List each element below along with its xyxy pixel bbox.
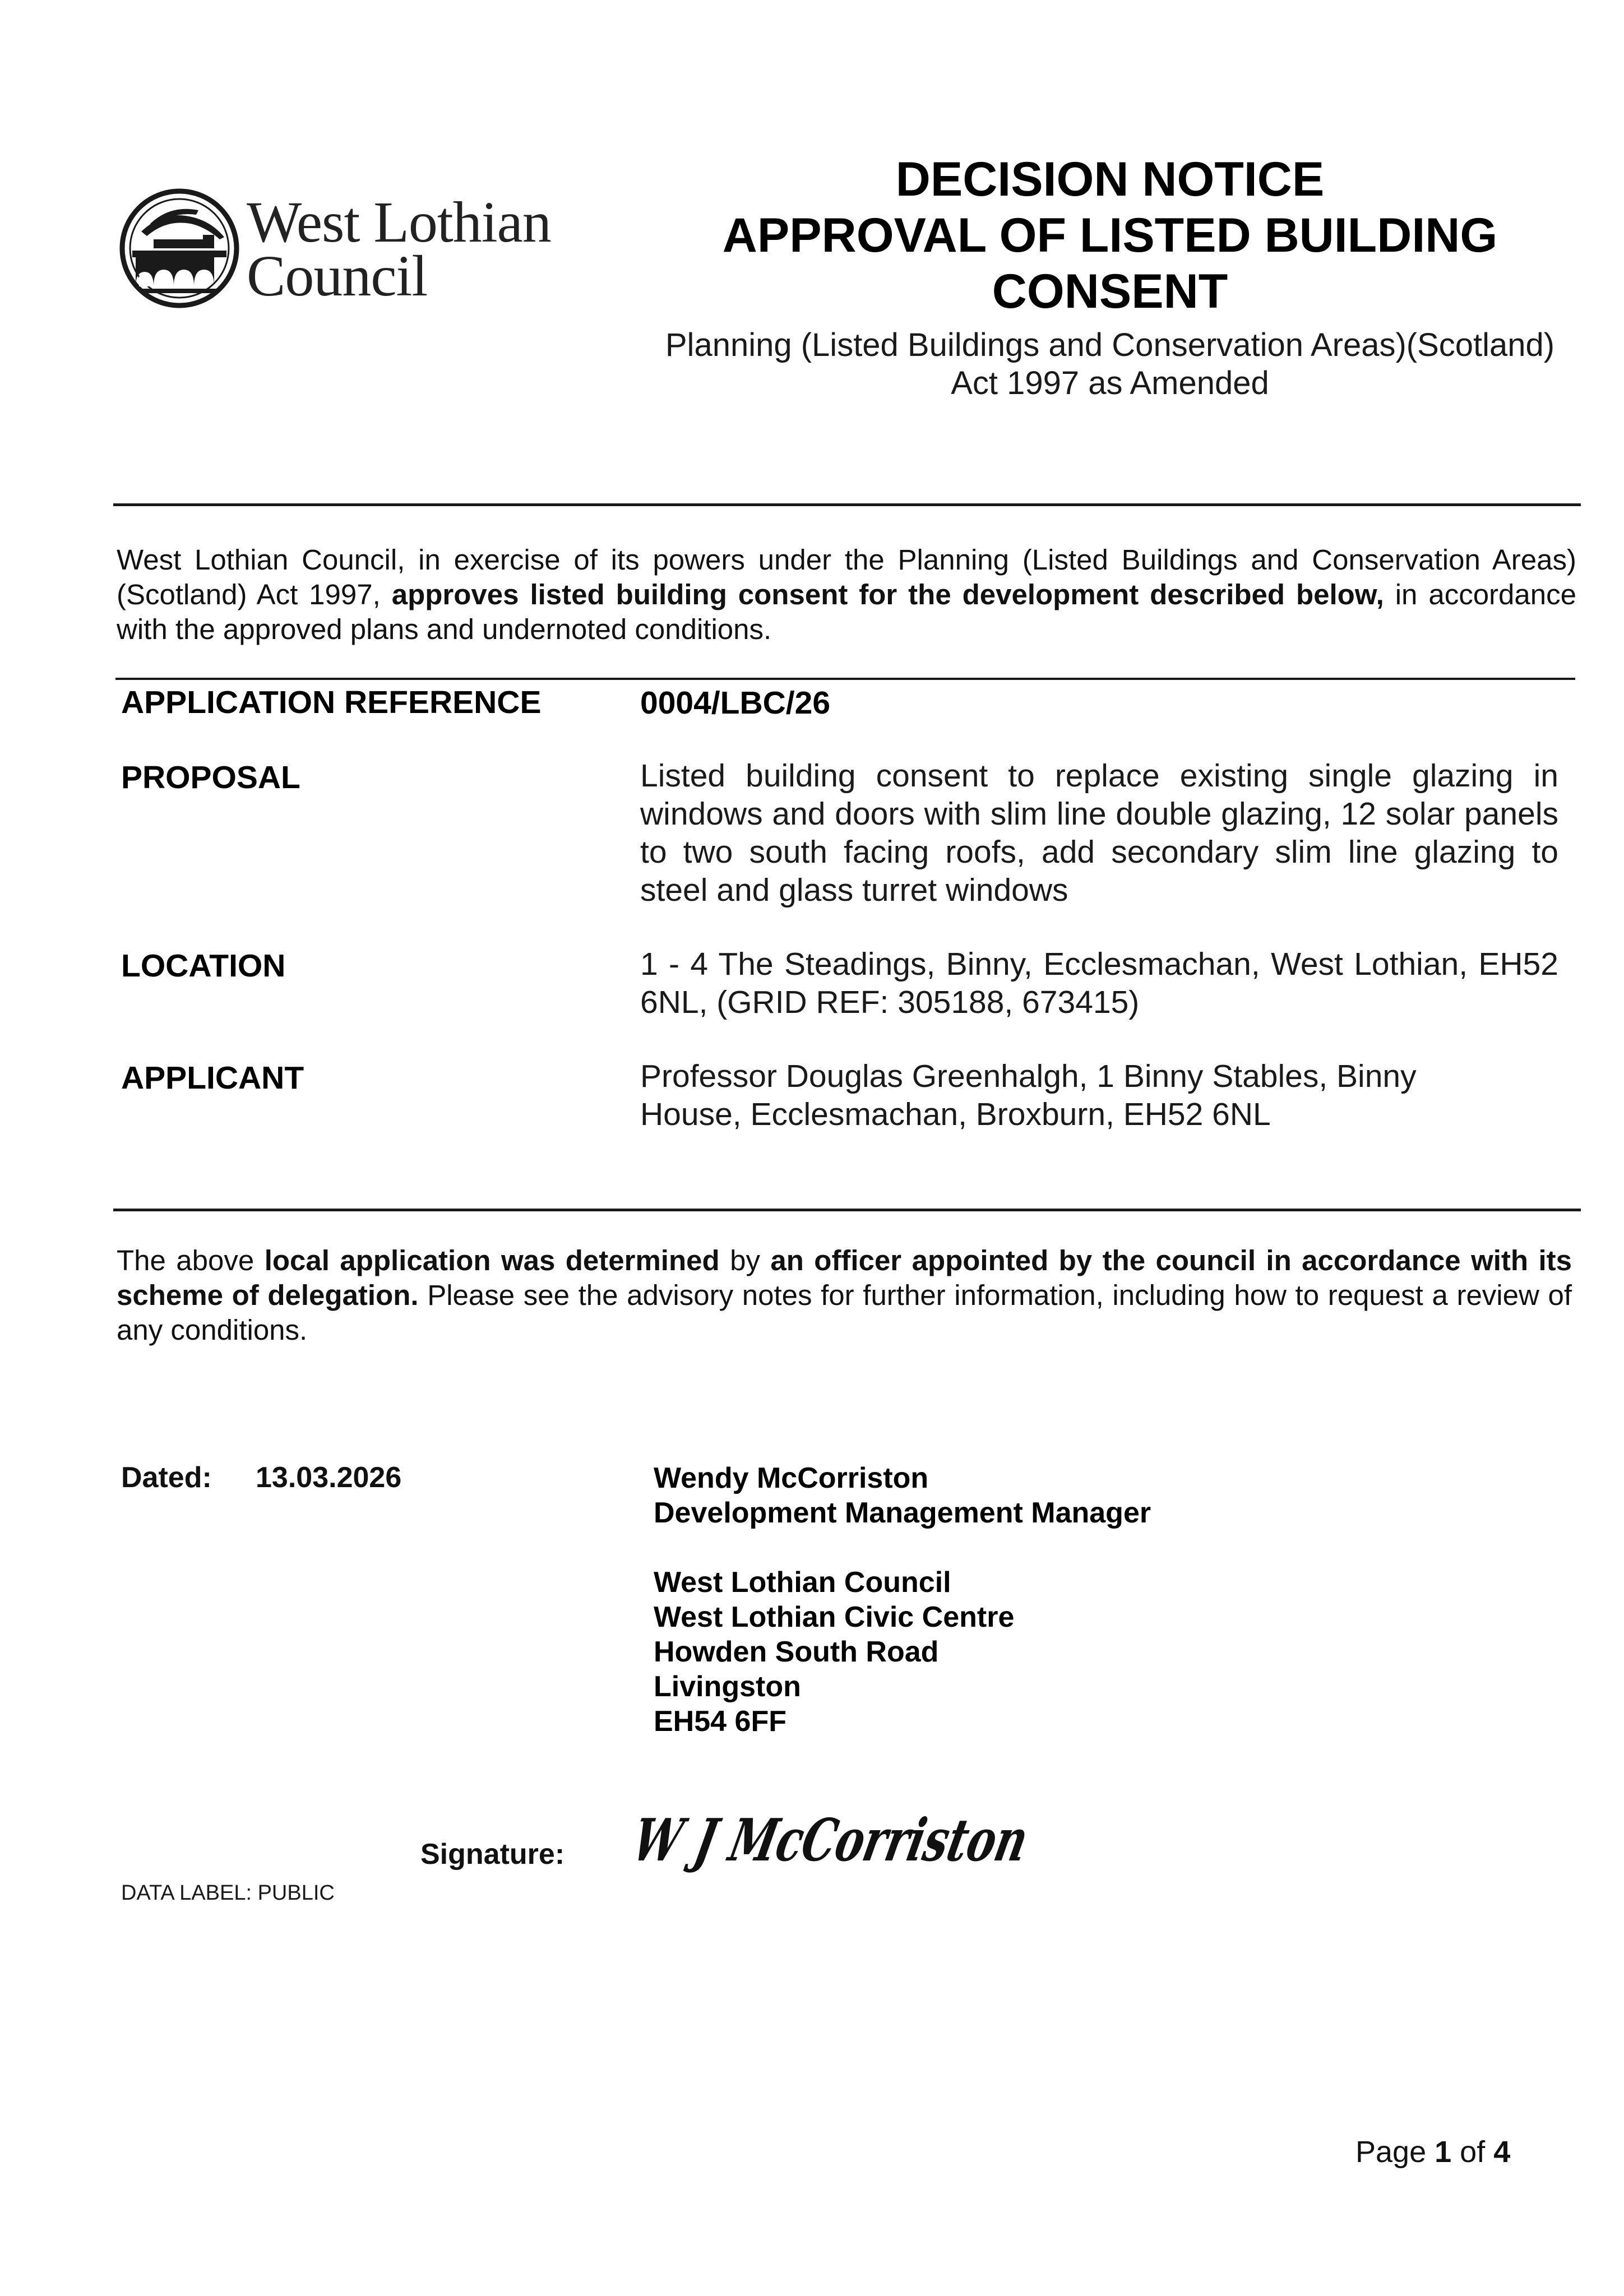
dated-label: Dated: [121, 1461, 212, 1494]
applicant-line-1: Professor Douglas Greenhalgh, 1 Binny Stables, Binny [640, 1058, 1417, 1094]
determination-paragraph [117, 1243, 1572, 1348]
address-line-5: EH54 6FF [654, 1705, 786, 1738]
intro-text-2: in accordance with the approved plans and undernoted conditions. [117, 578, 1576, 645]
determination-text-2: by [719, 1244, 771, 1276]
page-prefix: Page [1355, 2135, 1435, 2169]
applicant-line-2: House, Ecclesmachan, Broxburn, EH52 6NL [640, 1096, 1271, 1132]
viaduct-emblem-icon [119, 188, 240, 309]
determination-bold-1: local application was determined [264, 1244, 720, 1276]
title-consent: CONSENT [992, 265, 1228, 318]
page-current: 1 [1435, 2135, 1452, 2169]
subtitle-act-line-1: Planning (Listed Buildings and Conservation Areas)(Scotland) [665, 327, 1555, 363]
address-line-1: West Lothian Council [654, 1566, 951, 1599]
logo-line-1: West Lothian [247, 190, 551, 254]
divider-top [113, 503, 1581, 506]
application-reference-value: 0004/LBC/26 [640, 685, 831, 721]
intro-paragraph [117, 543, 1576, 647]
address-line-4: Livingston [654, 1670, 801, 1703]
signature-label: Signature: [420, 1838, 565, 1871]
determination-text-1: The above [117, 1244, 265, 1276]
location-value: 1 - 4 The Steadings, Binny, Ecclesmachan, West Lothian, EH52 6NL, (GRID REF: 305188, 673415) [640, 946, 1558, 1020]
officer-block [654, 1461, 1151, 1739]
page-total: 4 [1493, 2135, 1511, 2169]
address-line-2: West Lothian Civic Centre [654, 1601, 1015, 1633]
intro-bold-approves: approves listed building consent for the development described below, [391, 578, 1384, 610]
notice-title-block [645, 151, 1575, 402]
title-decision-notice: DECISION NOTICE [895, 152, 1325, 206]
page-middle: of [1451, 2135, 1494, 2169]
determination-bold-2: an officer appointed by the council in accordance with its scheme of delegation. [117, 1244, 1572, 1311]
officer-spacer [654, 1530, 1151, 1565]
page-number [1355, 2135, 1510, 2169]
intro-text-1: West Lothian Council, in exercise of its powers under the Planning (Listed Buildings and Conservation Areas)(Scotland) Act 1997, [117, 544, 1576, 610]
proposal-label: PROPOSAL [121, 760, 300, 795]
location-label: LOCATION [121, 948, 286, 984]
handwritten-signature [627, 1802, 1186, 1886]
divider-details-bottom [113, 1209, 1581, 1211]
divider-details-top [115, 678, 1575, 680]
applicant-label: APPLICANT [121, 1060, 304, 1096]
applicant-value [640, 1057, 1558, 1133]
determination-text-3: Please see the advisory notes for further information, including how to request a review of any conditions. [117, 1279, 1572, 1346]
title-approval: APPROVAL OF LISTED BUILDING [722, 209, 1498, 262]
application-reference-label: APPLICATION REFERENCE [121, 684, 542, 720]
logo-wordmark [247, 190, 551, 308]
officer-name: Wendy McCorriston [654, 1462, 929, 1494]
officer-role: Development Management Manager [654, 1497, 1151, 1529]
signature-text: W J McCorriston [627, 1806, 1186, 1874]
proposal-value: Listed building consent to replace existing single glazing in windows and doors with slim line double glazing, 12 solar panels to two south facing roofs, add secondary slim line glazing to steel and glass turret windows [640, 758, 1558, 908]
subtitle-act-line-2: Act 1997 as Amended [951, 365, 1269, 401]
dated-value: 13.03.2026 [256, 1461, 402, 1494]
logo-line-2: Council [247, 244, 428, 308]
data-label: DATA LABEL: PUBLIC [121, 1881, 335, 1905]
council-logo [119, 188, 567, 314]
address-line-3: Howden South Road [654, 1636, 939, 1668]
